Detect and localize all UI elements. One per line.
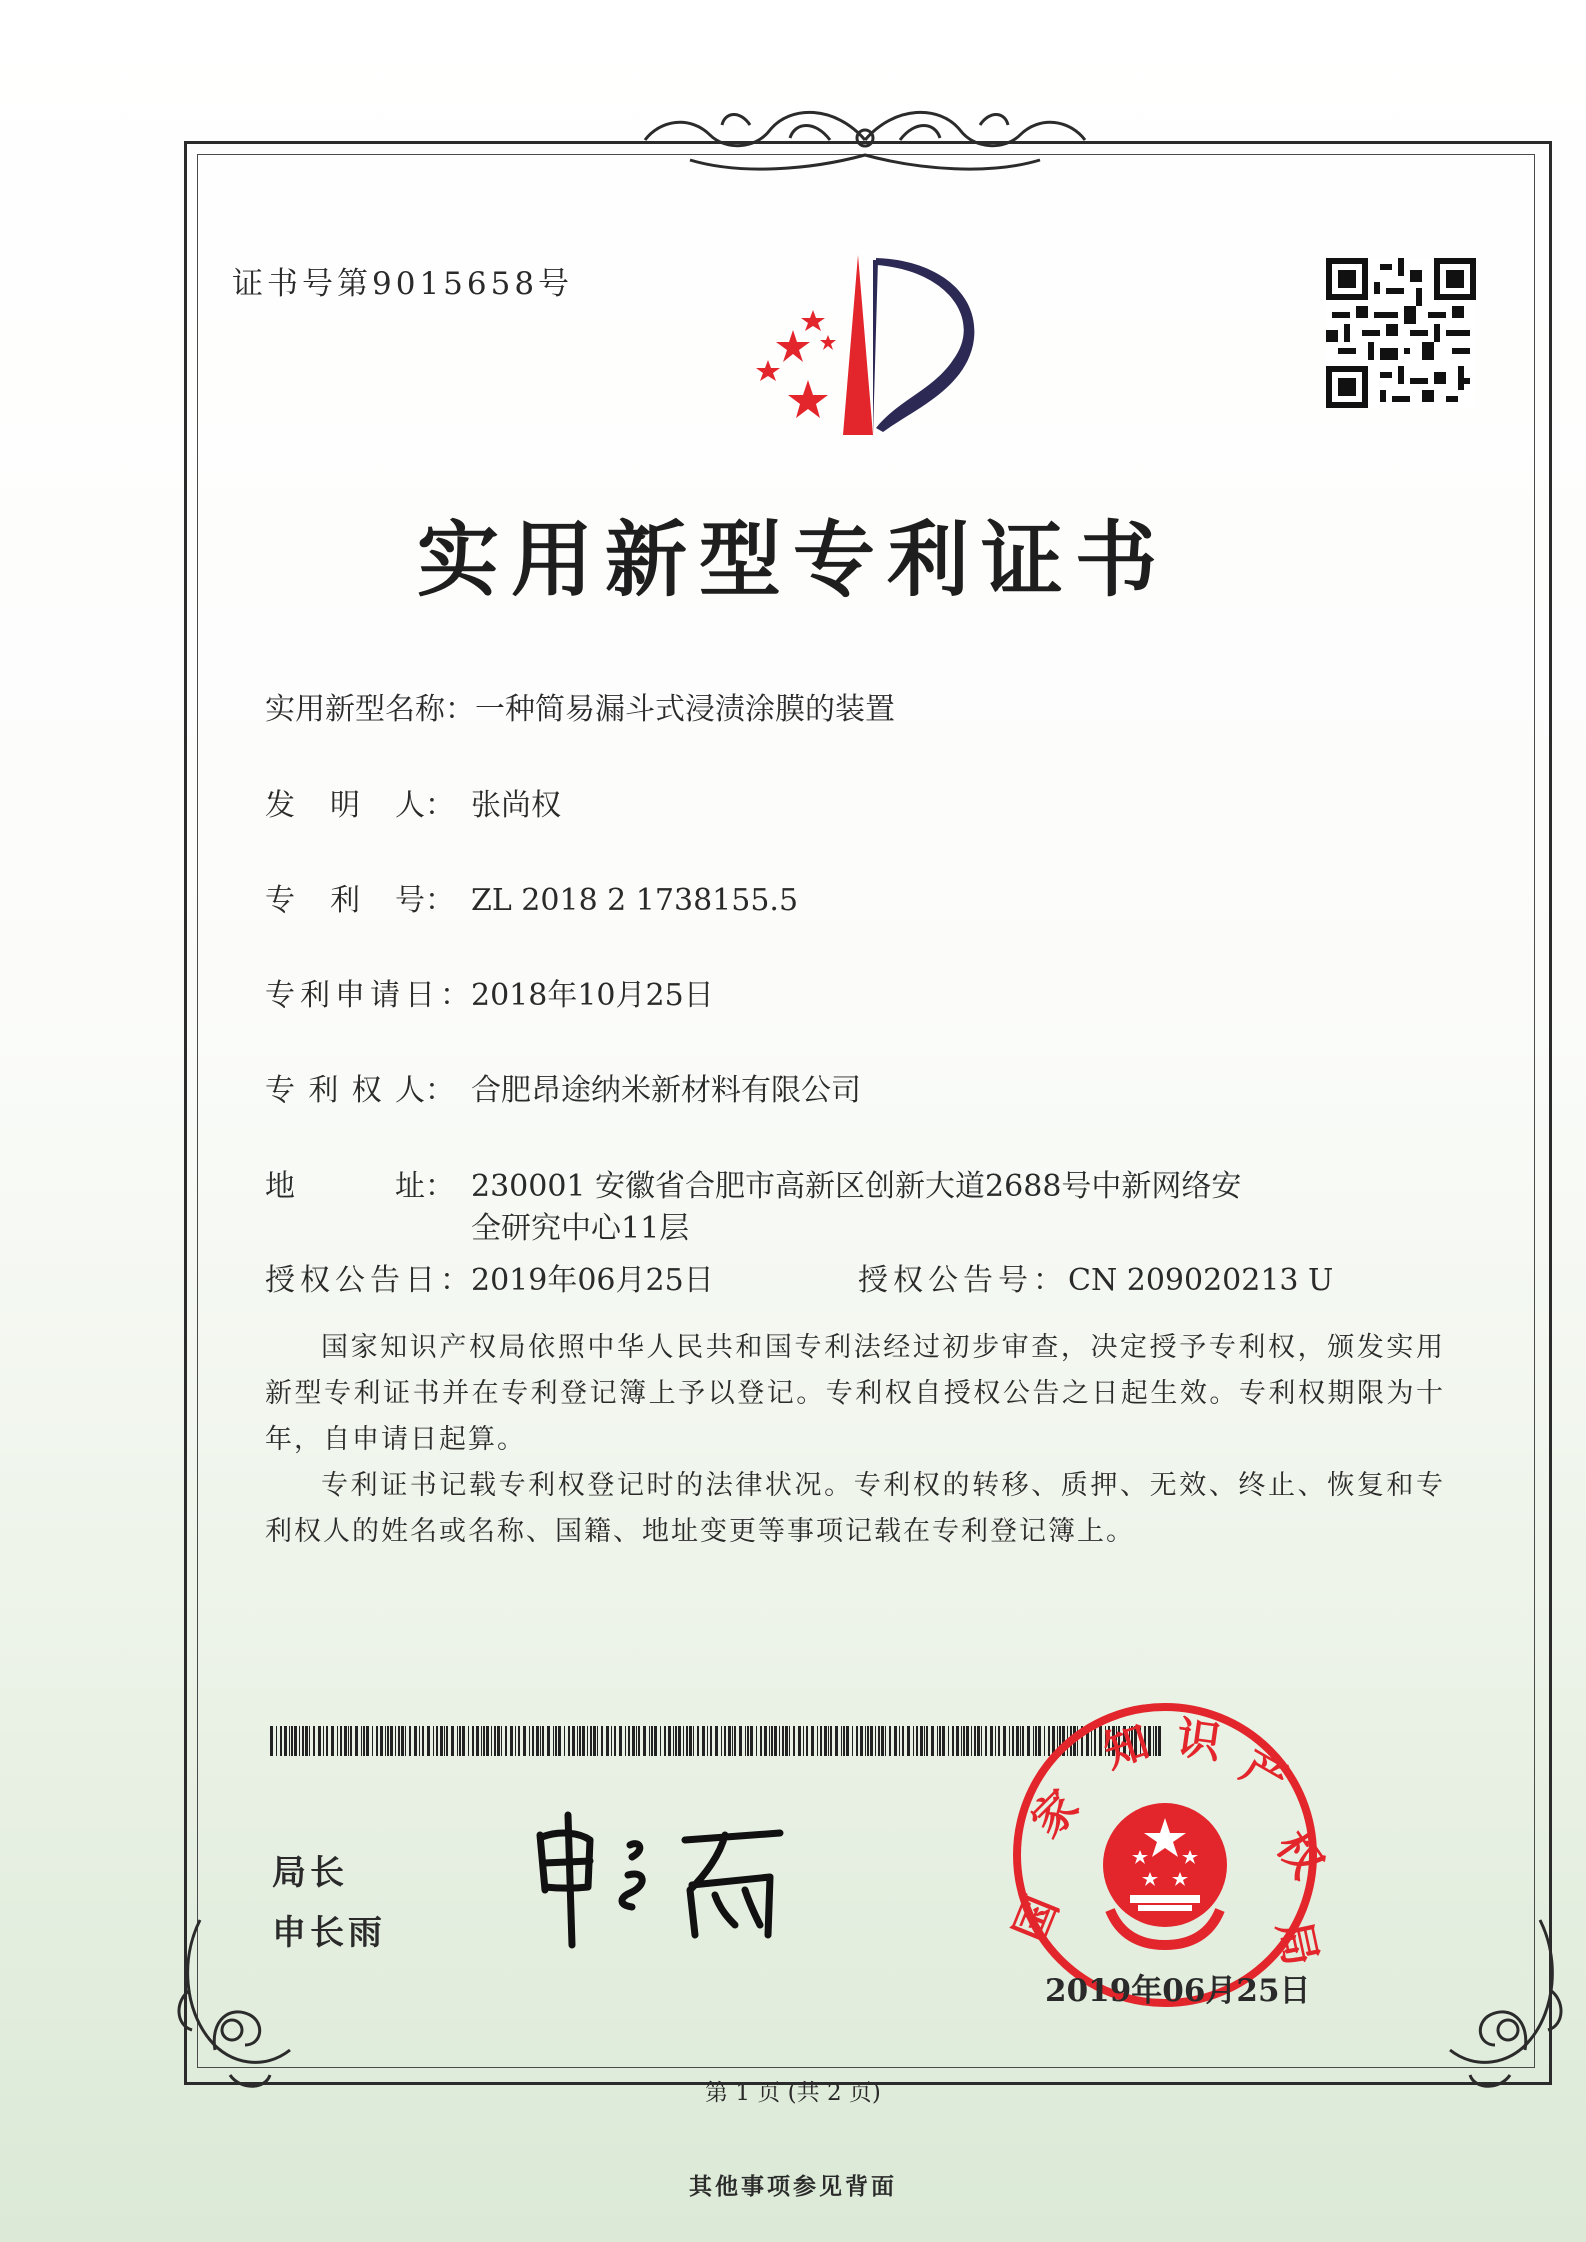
svg-text:国: 国 xyxy=(1004,1889,1069,1950)
bottom-right-ornament xyxy=(1420,1900,1570,2100)
field-address-continuation: 全研究中心11层 xyxy=(471,1211,690,1246)
official-seal xyxy=(1004,1700,1334,2010)
field-patent-number xyxy=(265,875,798,919)
field-value: 合肥昂途纳米新材料有限公司 xyxy=(471,1073,861,1108)
field-value: 2018年10月25日 xyxy=(471,978,714,1013)
field-patentee xyxy=(265,1065,861,1109)
seal-date: 2019年06月25日 xyxy=(1045,1973,1311,2009)
page-number: 第 1 页 (共 2 页) xyxy=(705,2080,881,2106)
field-label: 地 址： xyxy=(265,1169,455,1204)
certificate-title: 实用新型专利证书 xyxy=(416,512,1169,608)
field-value: 一种简易漏斗式浸渍涂膜的装置 xyxy=(475,692,895,727)
svg-text:家: 家 xyxy=(1021,1780,1089,1848)
svg-text:识: 识 xyxy=(1173,1712,1225,1770)
qr-code xyxy=(1326,258,1476,408)
field-value: 230001 安徽省合肥市高新区创新大道2688号中新网络安 xyxy=(471,1169,1242,1204)
field-label: 实用新型名称： xyxy=(265,692,475,727)
director-title: 局长 xyxy=(272,1853,348,1893)
field-label: 专 利 权 人： xyxy=(265,1073,455,1108)
field-label: 发 明 人： xyxy=(265,788,455,823)
cnipa-logo xyxy=(748,250,988,440)
field-value: 张尚权 xyxy=(471,788,561,823)
svg-text:知: 知 xyxy=(1097,1716,1156,1779)
inner-border xyxy=(197,154,1535,2068)
back-note: 其他事项参见背面 xyxy=(689,2173,897,2200)
svg-text:产: 产 xyxy=(1232,1740,1297,1807)
svg-text:权: 权 xyxy=(1265,1822,1334,1888)
field-application-date xyxy=(265,970,714,1014)
director-name: 申长雨 xyxy=(272,1913,386,1953)
paragraph-legal-status: 专利证书记载专利权登记时的法律状况。专利权的转移、质押、无效、终止、恢复和专利权人的姓名或名称、国籍、地址变更等事项记载在专利登记簿上。 xyxy=(265,1470,1445,1547)
field-inventor xyxy=(265,780,561,824)
field-label: 授权公告号： xyxy=(858,1263,1068,1298)
field-address xyxy=(265,1161,1241,1205)
paragraph-grant-notice: 国家知识产权局依照中华人民共和国专利法经过初步审查，决定授予专利权，颁发实用新型专利证书并在专利登记簿上予以登记。专利权自授权公告之日起生效。专利权期限为十年，自申请日起算。 xyxy=(265,1332,1445,1455)
field-label: 授权公告日： xyxy=(265,1263,475,1298)
field-grant-date xyxy=(265,1255,714,1299)
field-publication-number xyxy=(858,1255,1333,1299)
field-value: 2019年06月25日 xyxy=(471,1263,714,1298)
svg-text:局: 局 xyxy=(1267,1916,1327,1971)
field-label: 专利申请日： xyxy=(265,978,475,1013)
top-ornament xyxy=(630,100,1100,190)
field-value: CN 209020213 U xyxy=(1068,1263,1334,1298)
field-value: ZL 2018 2 1738155.5 xyxy=(471,883,799,918)
field-label: 专 利 号： xyxy=(265,883,455,918)
director-signature xyxy=(520,1795,860,1965)
field-utility-model-name xyxy=(265,684,895,728)
certificate-number: 证书号第9015658号 xyxy=(232,266,574,302)
